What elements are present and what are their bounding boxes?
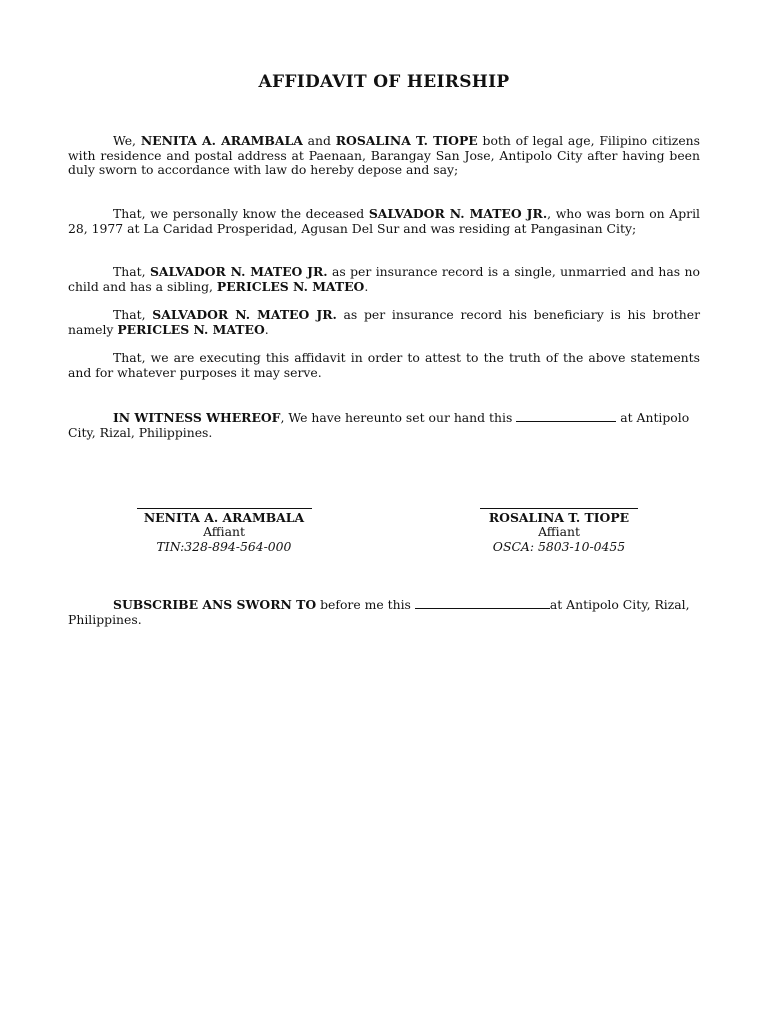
deceased-name: SALVADOR N. MATEO JR. <box>149 264 328 279</box>
text: That, <box>113 307 153 322</box>
signatory-tin: TIN:328-894-564-000 <box>156 538 292 554</box>
paragraph-jurat <box>68 597 700 627</box>
signature-line <box>480 508 638 509</box>
text: , We have hereunto set our hand this <box>280 410 517 425</box>
signature-block-1 <box>124 508 324 554</box>
paragraph-sibling <box>68 265 700 294</box>
affiant-name: ROSALINA T. TIOPE <box>335 133 478 148</box>
signature-block-2 <box>464 508 654 554</box>
signatory-name: NENITA A. ARAMBALA <box>143 510 305 525</box>
paragraph-deceased <box>68 207 700 236</box>
text: before me this <box>316 597 415 612</box>
date-blank-line <box>415 597 550 609</box>
signatory-name: ROSALINA T. TIOPE <box>488 510 630 525</box>
document-title: AFFIDAVIT OF HEIRSHIP <box>258 72 510 92</box>
signatory-role: Affiant <box>538 524 580 540</box>
affiant-name: NENITA A. ARAMBALA <box>140 133 303 148</box>
paragraph-witness <box>68 410 700 440</box>
text: as per insurance record is a single, unmarried and has no child and has a sibling, <box>68 264 700 294</box>
beneficiary-name: PERICLES N. MATEO <box>117 321 265 337</box>
text: , who was born on April 28, 1977 at La Caridad Prosperidad, Agusan Del Sur and was residing at Pangasinan City; <box>68 206 700 236</box>
sibling-name: PERICLES N. MATEO <box>216 278 365 294</box>
text: and <box>302 133 336 148</box>
text: at Antipolo City, Rizal, Philippines. <box>68 410 690 440</box>
paragraph-purpose <box>68 351 700 380</box>
signature-line <box>137 508 312 509</box>
signatory-osca: OSCA: 5803-10-0455 <box>492 538 626 554</box>
witness-heading: IN WITNESS WHEREOF <box>113 410 281 425</box>
text: That, <box>113 264 150 279</box>
text: . <box>364 278 369 294</box>
date-blank-line <box>516 410 616 422</box>
text: as per insurance record his beneficiary is his brother namely <box>68 307 700 337</box>
paragraph-beneficiary <box>68 308 700 337</box>
deceased-name: SALVADOR N. MATEO JR. <box>152 307 337 322</box>
text: at Antipolo City, Rizal, Philippines. <box>68 597 690 627</box>
deceased-name: SALVADOR N. MATEO JR. <box>368 206 548 221</box>
paragraph-affiants <box>68 134 700 178</box>
text: That, we personally know the deceased <box>113 206 369 221</box>
text: . <box>264 321 269 337</box>
signatory-role: Affiant <box>203 524 245 540</box>
text: We, <box>113 133 141 148</box>
jurat-heading: SUBSCRIBE ANS SWORN TO <box>113 597 317 612</box>
text: both of legal age, Filipino citizens with residence and postal address at Paenaan, Barangay San Jose, Antipolo City after having been duly sworn to accordance with law do hereby depose and say; <box>68 133 701 178</box>
text: That, we are executing this affidavit in order to attest to the truth of the above statements and for whatever purposes it may serve. <box>68 350 700 380</box>
